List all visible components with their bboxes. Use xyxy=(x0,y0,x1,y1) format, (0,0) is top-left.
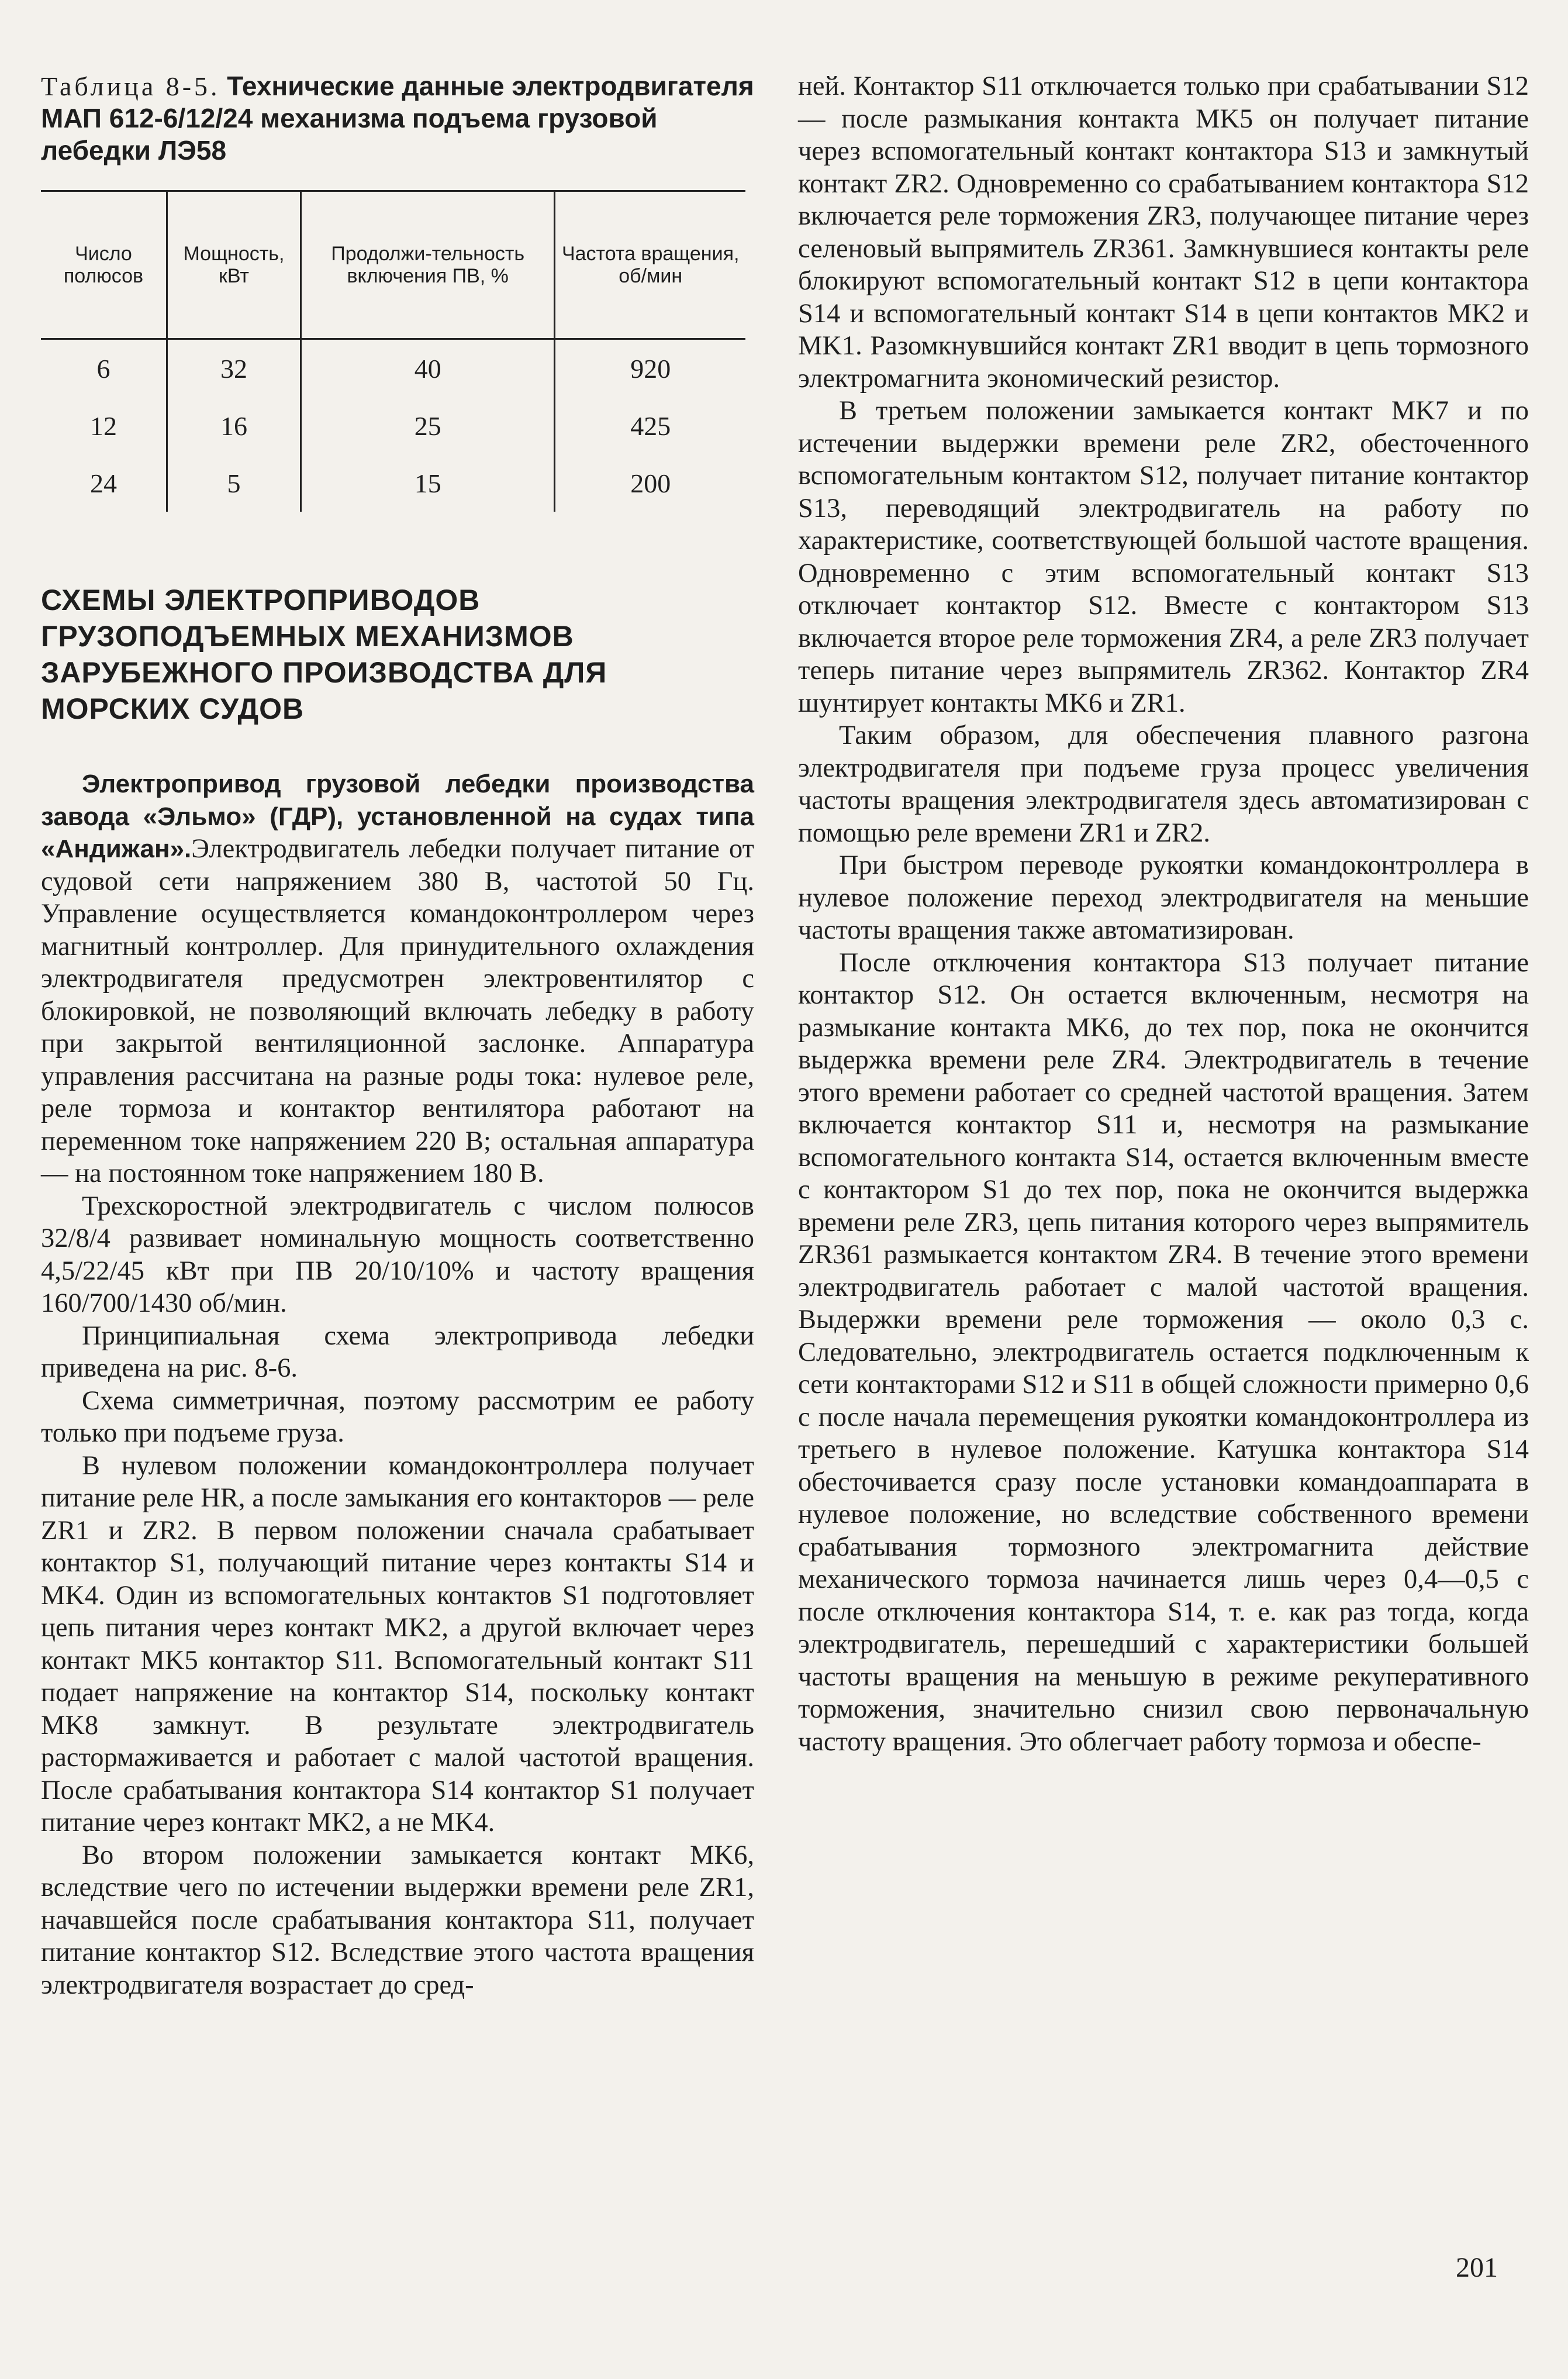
section-title: СХЕМЫ ЭЛЕКТРОПРИВОДОВ ГРУЗОПОДЪЕМНЫХ МЕХАНИЗМОВ ЗАРУБЕЖНОГО ПРОИЗВОДСТВА ДЛЯ МОРСКИХ СУДОВ xyxy=(41,584,607,725)
page-number: 201 xyxy=(1456,2252,1498,2283)
paragraph: В третьем положении замыкается контакт MK7 и по истечении выдержки времени реле ZR2, обесточенного вспомогательным контактом S12, получает питание контактор S13, переводящий электродвигатель на работу по характеристике, соответствующей большой частоте вращения. Одновременно с этим вспомогательный контакт S13 отключает контактор S12. Вместе с контактором S13 включается второе реле торможения ZR4, а реле ZR3 получает теперь питание через выпрямитель ZR362. Контактор ZR4 шунтирует контакты MK6 и ZR1. xyxy=(798,396,1529,718)
table-cell: 24 xyxy=(89,468,117,498)
table-cell: 425 xyxy=(555,397,745,454)
paragraph: В нулевом положении командоконтроллера получает питание реле HR, а после замыкания его контакторов — реле ZR1 и ZR2. В первом положении сначала срабатывает контактор S1, получающий питание через контакты S14 и MK4. Один из вспомогательных контактов S1 подготовляет цепь питания через контакт MK2, а другой включает через контакт MK5 контактор S11. Вспомогательный контакт S11 подает напряжение на контактор S14, поскольку контакт MK8 замкнут. В результате электродвигатель растормаживается и работает с малой частотой вращения. После срабатывания контактора S14 контактор S1 получает питание через контакт MK2, а не MK4. xyxy=(41,1450,754,1837)
table-cell: 15 xyxy=(301,454,554,512)
table-cell: 12 xyxy=(89,411,117,441)
table-caption-label: Таблица 8-5. xyxy=(41,71,220,101)
paragraph: При быстром переводе рукоятки командоконтроллера в нулевое положение переход электродвигателя на меньшие частоты вращения также автоматизирован. xyxy=(798,850,1529,945)
table-cell: 40 xyxy=(301,339,554,398)
table-header-poles: Число полюсов xyxy=(41,191,167,339)
paragraph: Принципиальная схема электропривода лебедки приведена на рис. 8-6. xyxy=(41,1320,754,1383)
table-cell: 920 xyxy=(555,339,745,398)
table-cell: 16 xyxy=(167,397,301,454)
right-column xyxy=(798,70,1529,1758)
table-row xyxy=(41,397,745,454)
paragraph: ней. Контактор S11 отключается только при срабатывании S12 — после размыкания контакта MK5 он получает питание через вспомогательный контакт контактора S13 и замкнутый контакт ZR2. Одновременно со срабатыванием контактора S12 включается реле торможения ZR3, получающее питание через селеновый выпрямитель ZR361. Замкнувшиеся контакты реле блокируют вспомогательный контакт S12 в цепи контактора S14 и вспомогательный контакт S14 в цепи контактов MK2 и MK1. Разомкнувшийся контакт ZR1 вводит в цепь тормозного электромагнита экономический резистор. xyxy=(798,71,1529,394)
table-header-power: Мощность, кВт xyxy=(167,191,301,339)
table-row xyxy=(41,339,745,398)
table-cell: 25 xyxy=(301,397,554,454)
paragraph: После отключения контактора S13 получает питание контактор S12. Он остается включенным, несмотря на размыкание контакта MK6, до тех пор, пока не окончится выдержка времени реле ZR4. Электродвигатель в течение этого времени работает со средней частотой вращения. Затем включается контактор S11 и, несмотря на размыкание вспомогательного контакта S14, остается включенным вместе с контактором S1 до тех пор, пока не окончится выдержка времени реле ZR3, цепь питания которого через выпрямитель ZR361 размыкается контактом ZR4. В течение этого времени электродвигатель работает с малой частотой вращения. Выдержки времени реле торможения — около 0,3 с. Следовательно, электродвигатель остается подключенным к сети контакторами S12 и S11 в общей сложности примерно 0,6 с после начала перемещения рукоятки командоконтроллера из третьего в нулевое положение. Катушка контактора S14 обесточивается сразу после установки командоаппарата в нулевое положение, но вследствие собственного времени срабатывания тормозного электромагнита действие механического тормоза начинается лишь через 0,4—0,5 с после отключения контактора S14, т. е. как раз тогда, когда электродвигатель, перешедший с характеристики большей частоты вращения на меньшую в режиме рекуперативного торможения, значительно снизил свою первоначальную частоту вращения. Это облегчает работу тормоза и обеспе- xyxy=(798,947,1529,1757)
paragraph xyxy=(41,768,754,1190)
paragraph: Схема симметричная, поэтому рассмотрим ее работу только при подъеме груза. xyxy=(41,1385,754,1448)
table-cell: 200 xyxy=(555,454,745,512)
table-caption-text: Технические данные электродвигателя МАП 612-6/12/24 механизма подъема грузовой лебедки ЛЭ58 xyxy=(41,71,754,166)
table-cell: 6 xyxy=(96,354,110,384)
table-row xyxy=(41,454,745,512)
table-caption xyxy=(41,70,754,167)
table-header-duty: Продолжи-тельность включения ПВ, % xyxy=(301,191,554,339)
paragraph-text: Электродвигатель лебедки получает питание от судовой сети напряжением 380 В, частотой 50 Гц. Управление осуществляется командоконтроллером через магнитный контроллер. Для принудительного охлаждения электродвигателя предусмотрен электровентилятор с блокировкой, не позволяющий включать лебедку в работу при закрытой вентиляционной заслонке. Аппаратура управления рассчитана на разные роды тока: нулевое реле, реле тормоза и контактор вентилятора работают на переменном токе напряжением 220 В; остальная аппаратура — на постоянном токе напряжением 180 В. xyxy=(41,834,754,1188)
table-cell: 32 xyxy=(167,339,301,398)
table-cell: 5 xyxy=(167,454,301,512)
left-column xyxy=(41,70,754,2001)
paragraph: Во втором положении замыкается контакт MK6, вследствие чего по истечении выдержки времени реле ZR1, начавшейся после срабатывания контактора S11, получает питание контактор S12. Вследствие этого частота вращения электродвигателя возрастает до сред- xyxy=(41,1840,754,2000)
paragraph: Таким образом, для обеспечения плавного разгона электродвигателя при подъеме груза процесс увеличения частоты вращения электродвигателя здесь автоматизирован с помощью реле времени ZR1 и ZR2. xyxy=(798,720,1529,848)
table-header-speed: Частота вращения, об/мин xyxy=(555,191,745,339)
paragraph-lead: Электропривод грузовой лебедки производства завода «Эльмо» (ГДР), установленной на судах типа «Андижан». xyxy=(41,770,754,863)
tech-data-table xyxy=(41,190,745,512)
paragraph: Трехскоростной электродвигатель с числом полюсов 32/8/4 развивает номинальную мощность соответственно 4,5/22/45 кВт при ПВ 20/10/10% и частоту вращения 160/700/1430 об/мин. xyxy=(41,1191,754,1318)
